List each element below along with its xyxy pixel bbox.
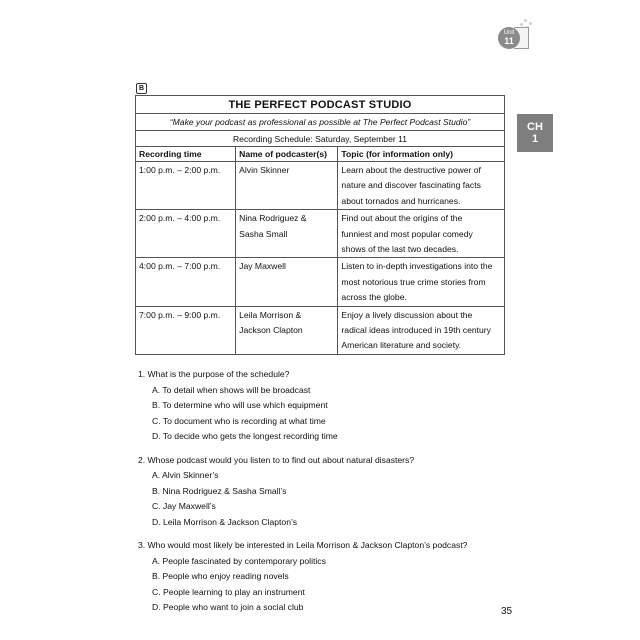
question-list — [138, 367, 518, 616]
chapter-tab-number: 1 — [531, 133, 539, 145]
section-marker: B — [136, 83, 147, 94]
answer-option: A. People fascinated by contemporary politics — [152, 555, 326, 566]
answer-option: C. To document who is recording at what time — [152, 415, 326, 426]
name-line: Jay Maxwell — [239, 261, 286, 272]
time-cell: 1:00 p.m. – 2:00 p.m. — [136, 162, 236, 210]
name-cell — [236, 258, 338, 306]
table-row — [136, 306, 505, 354]
topic-line: funniest and most popular comedy — [341, 228, 473, 239]
column-header: Recording time — [136, 147, 236, 162]
topic-cell — [338, 306, 505, 354]
answer-option: D. People who want to join a social club — [152, 602, 304, 612]
topic-line: Listen to in-depth investigations into the — [341, 261, 493, 272]
question-item — [138, 367, 518, 445]
topic-cell — [338, 210, 505, 258]
answer-option: D. Leila Morrison & Jackson Clapton’s — [152, 516, 298, 527]
topic-line: Enjoy a lively discussion about the — [341, 309, 473, 320]
topic-line: about tornados and hurricanes. — [341, 195, 461, 206]
schedule-table — [135, 95, 505, 355]
name-cell — [236, 162, 338, 210]
column-header: Topic (for information only) — [338, 147, 505, 162]
question-item — [138, 453, 518, 531]
topic-line: shows of the last two decades. — [341, 244, 459, 255]
question-stem: 1. What is the purpose of the schedule? — [138, 369, 290, 379]
table-row — [136, 258, 505, 306]
answer-option: A. To detail when shows will be broadcast — [152, 384, 311, 395]
topic-line: Learn about the destructive power of — [341, 165, 481, 175]
topic-line: nature and discover fascinating facts — [341, 180, 481, 191]
name-line: Nina Rodriguez & — [239, 213, 307, 224]
answer-option: B. People who enjoy reading novels — [152, 571, 289, 581]
time-cell: 7:00 p.m. – 9:00 p.m. — [136, 306, 236, 354]
schedule-title: THE PERFECT PODCAST STUDIO — [136, 96, 505, 114]
chapter-tab — [517, 114, 553, 152]
answer-option: C. People learning to play an instrument — [152, 586, 305, 597]
name-cell — [236, 210, 338, 258]
topic-cell — [338, 258, 505, 306]
time-cell: 4:00 p.m. – 7:00 p.m. — [136, 258, 236, 306]
schedule-date: Recording Schedule: Saturday, September 11 — [136, 131, 505, 147]
unit-label: Unit — [503, 30, 515, 36]
question-stem: 2. Whose podcast would you listen to to find out about natural disasters? — [138, 454, 415, 465]
answer-option: B. Nina Rodriguez & Sasha Small’s — [152, 485, 287, 496]
column-header: Name of podcaster(s) — [236, 147, 338, 162]
answer-option: B. To determine who will use which equipment — [152, 400, 328, 410]
topic-line: radical ideas introduced in 19th century — [341, 325, 491, 336]
page-number: 35 — [501, 606, 513, 617]
answer-option: C. Jay Maxwell’s — [152, 501, 216, 511]
unit-badge — [496, 19, 536, 51]
question-item — [138, 538, 518, 616]
topic-line: Find out about the origins of the — [341, 213, 463, 224]
question-stem: 3. Who would most likely be interested in Leila Morrison & Jackson Clapton’s podcast? — [138, 540, 468, 550]
topic-line: across the globe. — [341, 292, 407, 303]
answer-option: A. Alvin Skinner’s — [152, 470, 219, 480]
topic-line: most notorious true crime stories from — [341, 276, 486, 287]
name-line: Jackson Clapton — [239, 325, 303, 336]
name-line: Sasha Small — [239, 228, 288, 239]
topic-cell — [338, 162, 505, 210]
unit-circle — [498, 27, 520, 49]
time-cell: 2:00 p.m. – 4:00 p.m. — [136, 210, 236, 258]
name-line: Alvin Skinner — [239, 165, 290, 175]
answer-option: D. To decide who gets the longest recording time — [152, 431, 338, 441]
table-row — [136, 210, 505, 258]
topic-line: American literature and society. — [341, 340, 462, 351]
name-cell — [236, 306, 338, 354]
name-line: Leila Morrison & — [239, 309, 302, 320]
schedule-slogan: “Make your podcast as professional as possible at The Perfect Podcast Studio” — [136, 114, 505, 131]
chapter-tab-label: CH — [527, 121, 543, 133]
table-row — [136, 162, 505, 210]
unit-number: 11 — [504, 36, 514, 46]
